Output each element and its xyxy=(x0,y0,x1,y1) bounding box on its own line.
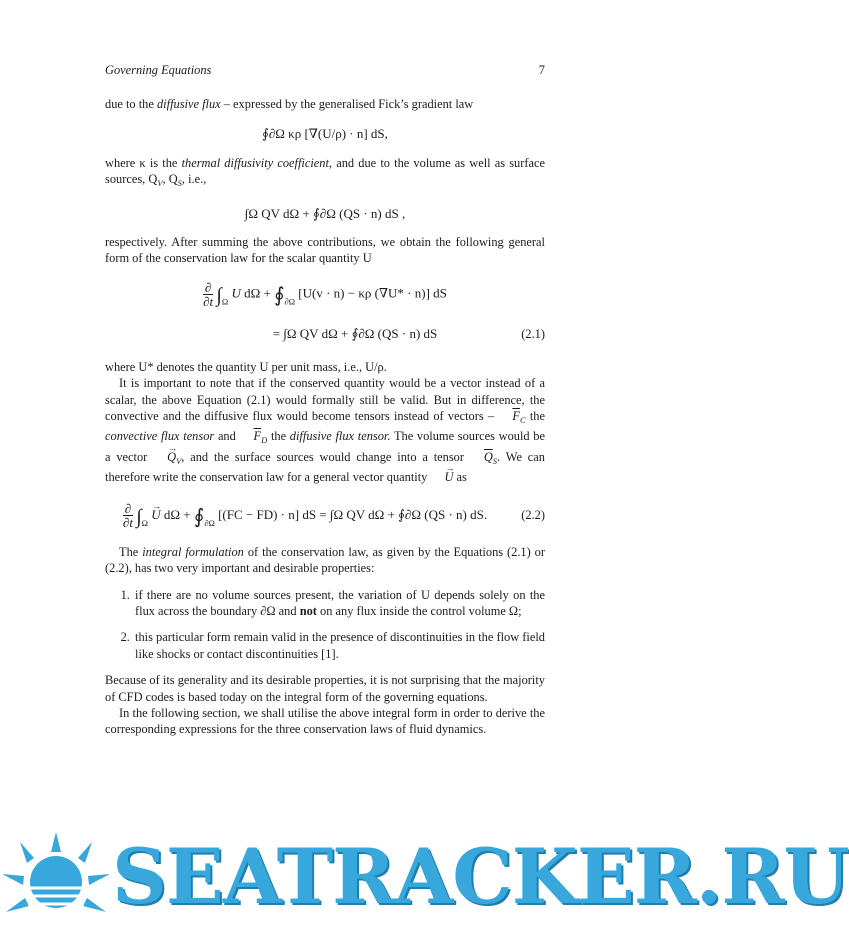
equation-number-2-2: (2.2) xyxy=(521,507,545,522)
paragraph-8: In the following section, we shall utilise the above integral form in order to derive the corresponding expressions for the three conservation laws of fluid dynamics. xyxy=(105,705,545,737)
term-integral-formulation: integral formulation xyxy=(142,544,244,559)
paragraph-2: where κ is the thermal diffusivity coefficient, and due to the volume as well as surface sources, $Q_V$, $Q_S$, i.e., xyxy=(105,155,545,189)
list-item: 1. if there are no volume sources present, the variation of U depends solely on the flux across the boundary ∂Ω and not on any flux inside the control volume Ω; xyxy=(133,587,545,620)
equation-2-1-line-1: $\frac{\partial}{\partial t}$ $\int_\Omega$ U $d\Omega + ∮_{\partial\Omega}$ [U(v · n) − κρ (∇U* · n)] dS xyxy=(203,279,447,309)
paragraph-7: Because of its generality and its desirable properties, it is not surprising that the majority of CFD codes is based today on the integral form of the governing equations. xyxy=(105,673,545,704)
term-thermal-diffusivity: thermal diffusivity coefficient, xyxy=(181,155,333,170)
equation-2-2: $\frac{\partial}{\partial t}$ $\int_\Omega \to U$ $d\Omega + ∮_{\partial\Omega}$ [(FC − FD) · n] dS = ∫Ω QV dΩ + ∮∂Ω (QS · n) dS. (2.2) xyxy=(105,498,545,532)
term-diffusive-flux-tensor: diffusive flux tensor. xyxy=(289,429,391,444)
paragraph-5: It is important to note that if the conserved quantity would be a vector instead of a scalar, the above Equation (2.1) would formally still be valid. But in difference, the convective and the diffusive flux would become tensors instead of vectors – $\overline{F}_C$ the convective flux tensor and $\overline{F}_D$ the diffusive flux tensor. The volume sources would be a vector → $Q_V$, and the surface sources would change into a tensor $\overline{Q}_S$. We can therefore write the conservation law for a general vector quantity → U as xyxy=(105,375,545,485)
paragraph-6: The integral formulation of the conservation law, as given by the Equations (2.1) or (2.2), has two very important and desirable properties: xyxy=(105,544,545,576)
sun-logo-icon xyxy=(0,830,112,926)
paragraph-3: respectively. After summing the above contributions, we obtain the following general form of the conservation law for the scalar quantity U xyxy=(105,235,545,266)
term-diffusive-flux: diffusive flux xyxy=(156,97,221,111)
watermark-text: SEATRACKER.RU xyxy=(112,832,849,921)
equation-sources: ∫Ω QV dΩ + ∮∂Ω (QS · n) dS , xyxy=(244,205,406,221)
list-item: 2. this particular form remain valid in the presence of discontinuities in the flow field like shocks or contact discontinuities [1]. xyxy=(133,629,545,662)
equation-2-1-line-2: = ∫Ω QV dΩ + ∮∂Ω (QS · n) dS (2.1) xyxy=(105,321,545,347)
page-number: 7 xyxy=(538,63,545,77)
page-body xyxy=(105,96,545,738)
watermark xyxy=(0,818,849,928)
equation-fick: ∮∂Ω κρ [∇(U/ρ) · n] dS, xyxy=(262,126,388,142)
paragraph-1: due to the diffusive flux – expressed by the generalised Fick’s gradient law xyxy=(105,97,474,111)
term-convective-flux-tensor: convective flux tensor xyxy=(105,429,215,444)
running-header xyxy=(105,62,545,78)
properties-list xyxy=(105,587,545,663)
header-title: Governing Equations xyxy=(105,63,212,77)
equation-number-2-1: (2.1) xyxy=(521,326,545,341)
paragraph-4: where U* denotes the quantity U per unit mass, i.e., U/ρ. xyxy=(105,359,387,374)
